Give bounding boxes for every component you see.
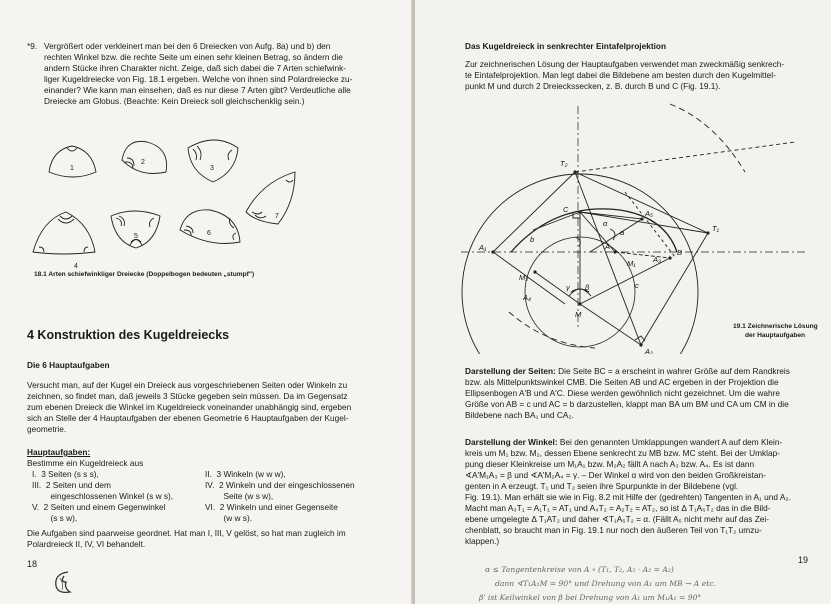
task-item: Seite (w s w), [205, 491, 274, 501]
paragraph-line: pung dieser Kleinkreise um M₁A₁ bzw. M₂A₂ fällt A nach A₃ bzw. A₄. Es ist dann [465, 459, 755, 469]
exercise-line: Dreiecke am Globus. (Beachte: Kein Dreieck soll gleichschenklig sein.) [44, 96, 305, 106]
figure-number: 5 [134, 233, 138, 240]
exercise-line: andern Stücke ihren Charakter nicht. Zeige, daß sich dabei die 7 Arten schiefwink- [44, 63, 347, 73]
exercise-number: *9. [27, 41, 38, 51]
section-heading: Das Kugeldreieck in senkrechter Eintafelprojektion [465, 41, 667, 51]
construction-diagram [415, 92, 831, 354]
figure-number: 2 [141, 159, 145, 166]
paragraph-line: bzw. als Mittelpunktswinkel CMB. Die Seiten AB und AC ergeben in der Projektion die [465, 377, 779, 387]
paragraph-line: te Eintafelprojektion. Man legt dabei die Bildebene am besten durch den Kugelmittel- [465, 70, 776, 80]
spherical-triangle-4 [33, 212, 95, 254]
exercise-line: einander? Wie kann man einsehen, daß es nur diese 7 Arten gibt? Verdeutliche alle [44, 85, 351, 95]
paragraph-line: sich an Stelle der 4 Hauptaufgaben der ebenen Geometrie 6 Hauptaufgaben der Kugel- [27, 413, 349, 423]
figure-number: 1 [70, 165, 74, 172]
task-item: (w w s). [205, 513, 253, 523]
figure-caption-line: der Hauptaufgaben [745, 332, 806, 339]
label-B: B [677, 248, 683, 257]
figure-number: 6 [207, 230, 211, 237]
paragraph-line: kreis um M₁ bzw. M₂, dessen Ebene senkrecht zu MB bzw. MC steht. Bei der Umklap- [465, 448, 780, 458]
paragraph-line: ebene umgelegte Δ T₁AT₂ und daher ∢T₁A₅T₂ = α. (Fällt A₅ nicht mehr auf das Zei- [465, 514, 770, 524]
task-item: I. 3 Seiten (s s s), [32, 469, 99, 479]
figure-number: 7 [275, 213, 279, 220]
label-a: a [620, 228, 625, 237]
paragraph-line: klappen.) [465, 536, 500, 546]
label-T1: T₁ [712, 224, 719, 233]
exercise-line: rechten Winkel bzw. die rechte Seite um einen sehr kleinen Betrag, so ändern die [44, 52, 343, 62]
paragraph-line: punkt M und durch 2 Dreieckssecken, z. B. durch B und C (Fig. 19.1). [465, 81, 721, 91]
handwritten-line: β' ist Keilwinkel von β bei Drehung von A₁ um M₁A₁ = 90° [479, 592, 702, 602]
label-T2: T₂ [560, 159, 568, 168]
right-page [415, 0, 831, 604]
handwritten-line: dann ∢T₁A₁M = 90° und Drehung von A₁ um MB → A etc. [495, 578, 716, 588]
paragraph-line: zum ebenen Dreieck die Winkel im Kugeldreieck voneinander unabhängig sind, ergeben [27, 402, 352, 412]
paragraph-lead: Darstellung der Seiten: [465, 366, 556, 376]
label-A2: A₂ [645, 347, 653, 354]
spherical-triangle-6 [180, 210, 240, 244]
paragraph-line: Die Aufgaben sind paarweise geordnet. Hat man I, III, V gelöst, so hat man zugleich im [27, 528, 346, 538]
handwritten-mark [48, 568, 78, 598]
spherical-triangle-2 [122, 141, 167, 173]
paragraph-line: chenblatt, so braucht man in Fig. 19.1 nur noch den äußeren Teil von T₁T₂ umzu- [465, 525, 762, 535]
triangle-types-figure [0, 130, 413, 278]
label-beta: β [585, 283, 590, 292]
task-item: VI. 2 Winkeln und einer Gegenseite [205, 502, 338, 512]
spherical-triangle-3 [188, 140, 238, 182]
task-item: III. 2 Seiten und dem [32, 480, 111, 490]
paragraph-line: Fig. 19.1). Man erhält sie wie in Fig. 8.2 mit Hilfe der (gedrehten) Tangenten in A₁ und A₂. [465, 492, 791, 502]
paragraph-lead: Darstellung der Winkel: [465, 437, 558, 447]
spherical-triangle-7 [246, 172, 295, 224]
label-M2: M₂ [519, 273, 529, 282]
label-A1: A₁ [479, 243, 487, 252]
paragraph-line: genten in A erzeugt. T₁ und T₂ seien ihre Spurpunkte in der Bildebene (vgl. [465, 481, 739, 491]
task-item: IV. 2 Winkeln und der eingeschlossenen [205, 480, 355, 490]
label-A4: A₄ [523, 293, 532, 302]
figure-caption: 18.1 Arten schiefwinkliger Dreiecke (Doppelbogen bedeuten „stumpf") [34, 271, 255, 278]
spherical-triangle-1 [49, 146, 96, 177]
subheading: Hauptaufgaben: [27, 447, 91, 457]
label-A: A [605, 242, 611, 251]
paragraph-line: Bei den genannten Umklappungen wandert A auf dem Klein- [557, 437, 783, 447]
paragraph-line: ∢A'M₁A₃ = β und ∢A'M₂A₄ = γ. – Der Winkel α wird von den beiden Großkreistan- [465, 470, 766, 480]
paragraph-line: Versucht man, auf der Kugel ein Dreieck aus vorgeschriebenen Seiten oder Winkeln zu [27, 380, 348, 390]
paragraph-line: zeichnen, so findet man, daß jeweils 3 Stücke gegeben sein müssen. Da im Gegensatz [27, 391, 348, 401]
spherical-triangle-5 [111, 211, 160, 248]
paragraph-line: Zur zeichnerischen Lösung der Hauptaufgaben verwendet man zweckmäßig senkrech- [465, 59, 785, 69]
exercise-line: Vergrößert oder verkleinert man bei den 6 Dreiecken von Aufg. 8a) und b) den [44, 41, 331, 51]
label-C: C [563, 205, 569, 214]
figure-number: 4 [74, 263, 78, 270]
task-item: II. 3 Winkeln (w w w), [205, 469, 286, 479]
page-number: 19 [798, 555, 809, 565]
handwritten-line: α ≤ Tangentenkreise von A ∘ (T₁, T₂, A₅ · A₂ = A₂) [485, 564, 674, 574]
paragraph-line: Die Seite BC = a erscheint in wahrer Größe auf dem Randkreis [555, 366, 790, 376]
page-number: 18 [27, 559, 38, 569]
label-M1: M₁ [627, 259, 636, 268]
task-item: eingeschlossenen Winkel (s w s), [32, 491, 174, 501]
subheading: Die 6 Hauptaufgaben [27, 360, 110, 370]
paragraph-line: geometrie. [27, 424, 67, 434]
paragraph-line: Größe von AB = c und AC = b darzustellen, klappt man BA um BM und CA um CM in die [465, 399, 789, 409]
task-item: (s s w), [32, 513, 78, 523]
paragraph-line: Polardreieck II, IV, VI behandelt. [27, 539, 146, 549]
label-c: c [635, 281, 639, 290]
paragraph-line: Macht man A₃T₁ = A₁T₁ = AT₁ und A₄T₂ = A₂T₂ = AT₂, so ist Δ T₁A₅T₂ das in die Bild- [465, 503, 771, 513]
label-gamma: γ [566, 283, 570, 292]
task-item: V. 2 Seiten und einem Gegenwinkel [32, 502, 166, 512]
label-A5: A₅ [645, 209, 654, 218]
tasks-intro: Bestimme ein Kugeldreieck aus [27, 458, 144, 468]
exercise-line: liger Kugeldreiecke von Fig. 18.1 ergeben. Welche von ihnen sind Polardreiecke zu- [44, 74, 353, 84]
paragraph-line: Ellipsenbogen A'B und A'C. Diese werden gewöhnlich nicht gezeichnet. Um die wahre [465, 388, 780, 398]
figure-number: 3 [210, 165, 214, 172]
left-page [0, 0, 413, 604]
figure-caption-line: 19.1 Zeichnerische Lösung [733, 323, 818, 330]
paragraph-line: Bildebene nach BA₁ und CA₂. [465, 410, 574, 420]
label-b: b [530, 235, 535, 244]
label-alpha: α [603, 219, 608, 228]
label-M: M [575, 310, 582, 319]
section-heading: 4 Konstruktion des Kugeldreiecks [27, 328, 230, 342]
label-A3: A₃ [653, 255, 661, 264]
